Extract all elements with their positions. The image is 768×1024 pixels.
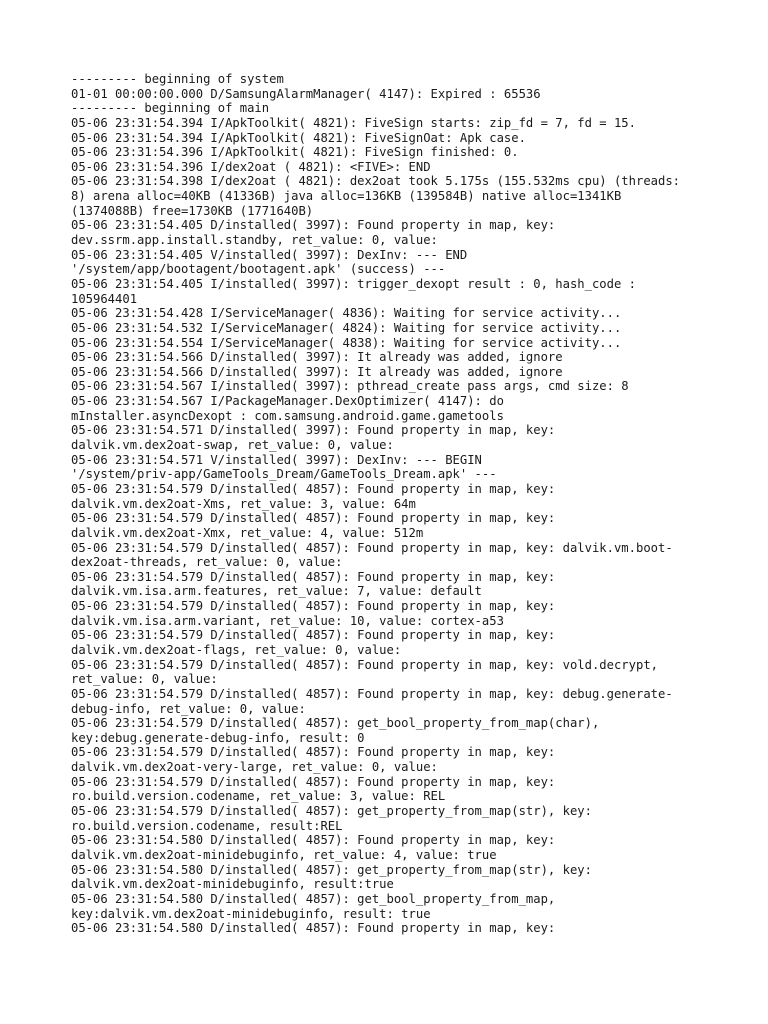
log-line: 05-06 23:31:54.580 D/installed( 4857): get_property_from_map(str), key: [71, 862, 592, 877]
log-line: (1374088B) free=1730KB (1771640B) [71, 203, 314, 218]
log-line: dalvik.vm.dex2oat-swap, ret_value: 0, value: [71, 438, 394, 453]
log-line: debug-info, ret_value: 0, value: [71, 701, 306, 716]
log-line: 05-06 23:31:54.579 D/installed( 4857): Found property in map, key: dalvik.vm.boot- [71, 540, 673, 555]
log-line: key:dalvik.vm.dex2oat-minidebuginfo, result: true [71, 906, 431, 921]
log-line: ret_value: 0, value: [71, 672, 218, 687]
log-line: 05-06 23:31:54.579 D/installed( 4857): Found property in map, key: [71, 745, 556, 760]
log-line: 05-06 23:31:54.579 D/installed( 4857): Found property in map, key: [71, 569, 556, 584]
log-line: 05-06 23:31:54.394 I/ApkToolkit( 4821): FiveSign starts: zip_fd = 7, fd = 15. [71, 115, 636, 130]
log-line: dalvik.vm.isa.arm.features, ret_value: 7, value: default [71, 584, 482, 599]
log-line: 05-06 23:31:54.579 D/installed( 4857): get_property_from_map(str), key: [71, 804, 592, 819]
log-line: dev.ssrm.app.install.standby, ret_value: 0, value: [71, 233, 438, 248]
log-line: 05-06 23:31:54.405 I/installed( 3997): trigger_dexopt result : 0, hash_code : [71, 276, 636, 291]
log-line: 05-06 23:31:54.579 D/installed( 4857): Found property in map, key: vold.decrypt, [71, 657, 658, 672]
log-line: 05-06 23:31:54.567 I/PackageManager.DexOptimizer( 4147): do [71, 394, 504, 409]
log-line: ro.build.version.codename, ret_value: 3, value: REL [71, 789, 446, 804]
log-document [71, 72, 711, 936]
log-line: 05-06 23:31:54.394 I/ApkToolkit( 4821): FiveSignOat: Apk case. [71, 130, 526, 145]
log-line: key:debug.generate-debug-info, result: 0 [71, 730, 365, 745]
log-line: 05-06 23:31:54.396 I/ApkToolkit( 4821): FiveSign finished: 0. [71, 145, 519, 160]
log-line: 05-06 23:31:54.580 D/installed( 4857): Found property in map, key: [71, 833, 556, 848]
log-line: 05-06 23:31:54.579 D/installed( 4857): get_bool_property_from_map(char), [71, 716, 600, 731]
log-line: 05-06 23:31:54.579 D/installed( 4857): Found property in map, key: debug.generate- [71, 686, 673, 701]
log-line: 05-06 23:31:54.571 V/installed( 3997): DexInv: --- BEGIN [71, 452, 482, 467]
log-line: 05-06 23:31:54.567 I/installed( 3997): pthread_create pass args, cmd size: 8 [71, 379, 629, 394]
log-line: '/system/app/bootagent/bootagent.apk' (success) --- [71, 262, 446, 277]
log-line: 05-06 23:31:54.579 D/installed( 4857): Found property in map, key: [71, 481, 556, 496]
log-line: dalvik.vm.dex2oat-minidebuginfo, result:true [71, 877, 394, 892]
log-line: 05-06 23:31:54.579 D/installed( 4857): Found property in map, key: [71, 511, 556, 526]
log-line: 105964401 [71, 291, 138, 306]
log-line: dalvik.vm.dex2oat-Xms, ret_value: 3, value: 64m [71, 496, 416, 511]
log-line: mInstaller.asyncDexopt : com.samsung.android.game.gametools [71, 408, 504, 423]
log-line: --------- beginning of main [71, 101, 270, 116]
log-line: 05-06 23:31:54.580 D/installed( 4857): get_bool_property_from_map, [71, 891, 556, 906]
log-line: ro.build.version.codename, result:REL [71, 818, 343, 833]
log-line: dalvik.vm.dex2oat-minidebuginfo, ret_value: 4, value: true [71, 847, 497, 862]
log-line: --------- beginning of system [71, 72, 284, 86]
log-line: 05-06 23:31:54.405 D/installed( 3997): Found property in map, key: [71, 218, 556, 233]
log-line: dalvik.vm.dex2oat-flags, ret_value: 0, value: [71, 642, 402, 657]
log-line: 8) arena alloc=40KB (41336B) java alloc=136KB (139584B) native alloc=1341KB [71, 189, 622, 204]
log-line: 05-06 23:31:54.396 I/dex2oat ( 4821): <FIVE>: END [71, 159, 431, 174]
log-line: 05-06 23:31:54.405 V/installed( 3997): DexInv: --- END [71, 247, 468, 262]
log-line: 05-06 23:31:54.566 D/installed( 3997): It already was added, ignore [71, 364, 563, 379]
log-line: 05-06 23:31:54.571 D/installed( 3997): Found property in map, key: [71, 423, 556, 438]
log-line: 05-06 23:31:54.579 D/installed( 4857): Found property in map, key: [71, 628, 556, 643]
log-line: 05-06 23:31:54.398 I/dex2oat ( 4821): dex2oat took 5.175s (155.532ms cpu) (threads: [71, 174, 681, 189]
log-line: 05-06 23:31:54.554 I/ServiceManager( 4838): Waiting for service activity... [71, 335, 622, 350]
log-line: dalvik.vm.dex2oat-very-large, ret_value: 0, value: [71, 760, 438, 775]
log-line: '/system/priv-app/GameTools_Dream/GameTools_Dream.apk' --- [71, 467, 497, 482]
log-line: 05-06 23:31:54.532 I/ServiceManager( 4824): Waiting for service activity... [71, 320, 622, 335]
log-line: dex2oat-threads, ret_value: 0, value: [71, 555, 343, 570]
log-line: 05-06 23:31:54.428 I/ServiceManager( 4836): Waiting for service activity... [71, 306, 622, 321]
log-line: 05-06 23:31:54.566 D/installed( 3997): It already was added, ignore [71, 350, 563, 365]
log-line: dalvik.vm.isa.arm.variant, ret_value: 10, value: cortex-a53 [71, 613, 504, 628]
log-line: 01-01 00:00:00.000 D/SamsungAlarmManager( 4147): Expired : 65536 [71, 86, 541, 101]
log-line: dalvik.vm.dex2oat-Xmx, ret_value: 4, value: 512m [71, 525, 424, 540]
log-line: 05-06 23:31:54.580 D/installed( 4857): Found property in map, key: [71, 921, 556, 936]
log-line: 05-06 23:31:54.579 D/installed( 4857): Found property in map, key: [71, 774, 556, 789]
log-line: 05-06 23:31:54.579 D/installed( 4857): Found property in map, key: [71, 599, 556, 614]
